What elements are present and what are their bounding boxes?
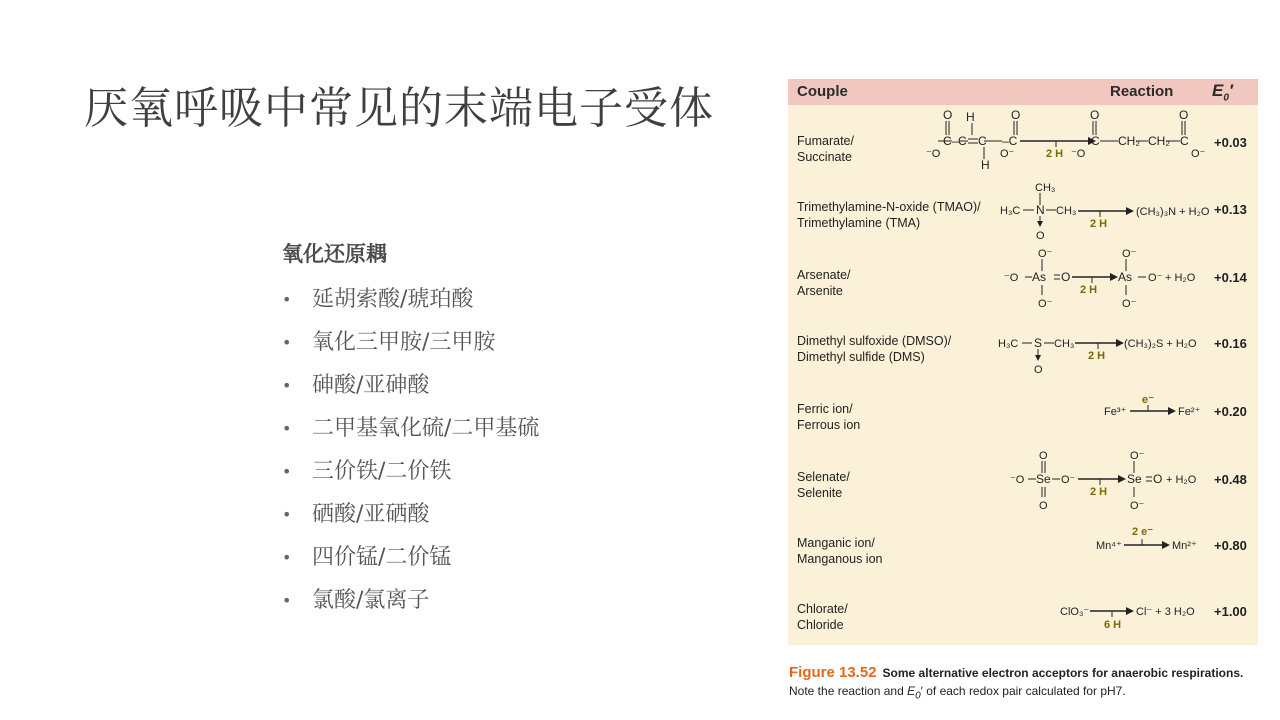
svg-text:O⁻: O⁻: [1000, 148, 1015, 160]
fumarate-reaction-structure: [788, 105, 1258, 171]
product: Cl⁻ + 3 H₂O: [1136, 606, 1195, 618]
arrow-label: 6 H: [1104, 619, 1122, 631]
list-item-text: 硒酸/亚硒酸: [312, 502, 430, 527]
dmso-reaction-structure: [788, 313, 1258, 379]
reactant: Mn⁴⁺: [1096, 540, 1122, 552]
couple-name: Selenate/ Selenite: [797, 470, 850, 500]
svg-text:⁻O: ⁻O: [1071, 148, 1086, 160]
svg-text:CH₂: CH₂: [1148, 134, 1170, 148]
svg-text:H: H: [966, 110, 975, 124]
list-item-text: 氧化三甲胺/三甲胺: [312, 330, 496, 355]
table-row: [788, 579, 1258, 645]
column-header-couple: Couple: [797, 83, 848, 100]
list-heading: 氧化还原耦: [282, 242, 387, 266]
bullet-icon: •: [282, 290, 292, 309]
svg-text:As: As: [1118, 270, 1133, 284]
couple-name: Manganic ion/ Manganous ion: [797, 536, 883, 566]
e0-value: +0.13: [1214, 202, 1247, 217]
list-item: [282, 321, 722, 364]
product: Mn²⁺: [1172, 540, 1197, 552]
list-item: [282, 450, 722, 493]
redox-couple-list: [282, 278, 722, 622]
figure-number: Figure 13.52: [789, 664, 877, 681]
svg-text:As: As: [1032, 270, 1047, 284]
svg-text:⁻O: ⁻O: [1004, 272, 1019, 284]
list-item-text: 四价锰/二价锰: [312, 545, 452, 570]
list-item-text: 砷酸/亚砷酸: [312, 373, 430, 398]
svg-text:O: O: [1090, 108, 1100, 122]
svg-text:O⁻: O⁻: [1130, 500, 1145, 512]
svg-text:O⁻: O⁻: [1061, 474, 1076, 486]
figure-caption: [789, 664, 1259, 705]
e0-value: +0.14: [1214, 270, 1247, 285]
svg-text:O: O: [1061, 270, 1071, 284]
arrow-label: e⁻: [1142, 394, 1154, 406]
svg-text:H: H: [981, 158, 990, 172]
table-row: [788, 513, 1258, 579]
svg-text:O⁻: O⁻: [1122, 248, 1137, 260]
arrow-label: 2 H: [1088, 350, 1106, 362]
svg-text:O⁻: O⁻: [1130, 450, 1145, 462]
tmao-product: (CH₃)₃N + H₂O: [1136, 206, 1210, 218]
svg-text:Se: Se: [1036, 472, 1051, 486]
svg-text:N: N: [1036, 203, 1045, 217]
arrow-label: 2 H: [1080, 284, 1098, 296]
list-item-text: 氯酸/氯离子: [312, 588, 430, 613]
bullet-icon: •: [282, 419, 292, 438]
svg-text:O: O: [1179, 108, 1189, 122]
bullet-icon: •: [282, 591, 292, 610]
e0-value: +0.80: [1214, 538, 1247, 553]
figure-table-header: [788, 79, 1258, 105]
table-row: [788, 175, 1258, 241]
slide-title: 厌氧呼吸中常见的末端电子受体: [84, 83, 714, 134]
water-product: + H₂O: [1165, 272, 1196, 284]
svg-text:C: C: [978, 134, 987, 148]
couple-name: Fumarate/ Succinate: [797, 134, 854, 164]
caption-text-a: Note the reaction and: [789, 684, 908, 698]
column-header-reaction: Reaction: [1110, 83, 1174, 100]
textbook-figure: [788, 79, 1258, 645]
svg-text:O⁻: O⁻: [1038, 298, 1053, 310]
svg-text:C: C: [1180, 134, 1189, 148]
table-row: [788, 381, 1258, 447]
couple-name: Chlorate/ Chloride: [797, 602, 848, 632]
list-item: [282, 364, 722, 407]
reactant: Fe³⁺: [1104, 406, 1127, 418]
water-product: + H₂O: [1166, 474, 1197, 486]
svg-text:H₃C: H₃C: [998, 338, 1019, 350]
svg-text:C: C: [943, 134, 952, 148]
svg-text:O: O: [943, 108, 953, 122]
caption-bold-text: Some alternative electron acceptors for anaerobic respirations.: [882, 666, 1244, 680]
list-item: [282, 407, 722, 450]
reactant: ClO₃⁻: [1060, 606, 1090, 618]
svg-text:Se: Se: [1127, 472, 1142, 486]
e0-value: +0.20: [1214, 404, 1247, 419]
svg-text:CH₂: CH₂: [1118, 134, 1140, 148]
list-item: [282, 493, 722, 536]
table-row: [788, 105, 1258, 171]
bullet-icon: •: [282, 376, 292, 395]
column-header-e0: $E_0'$: [1212, 81, 1233, 104]
svg-text:–: –: [952, 134, 959, 148]
iron-reaction-structure: [788, 381, 1258, 447]
svg-text:C: C: [1091, 134, 1100, 148]
svg-text:O: O: [1039, 500, 1048, 512]
list-item-text: 三价铁/二价铁: [312, 459, 452, 484]
list-item: [282, 536, 722, 579]
list-item: [282, 579, 722, 622]
svg-text:H₃C: H₃C: [1000, 205, 1021, 217]
svg-text:C: C: [958, 134, 967, 148]
svg-text:⁻O: ⁻O: [1010, 474, 1025, 486]
svg-text:CH₃: CH₃: [1056, 205, 1077, 217]
caption-e0: $E_0$: [907, 684, 921, 702]
caption-text-b: ′ of each redox pair calculated for pH7.: [920, 684, 1126, 698]
list-item-text: 延胡索酸/琥珀酸: [312, 287, 474, 312]
arrow-label: 2 H: [1046, 148, 1064, 160]
selenate-reaction-structure: [788, 447, 1258, 513]
couple-name: Arsenate/ Arsenite: [797, 268, 851, 298]
list-item-text: 二甲基氧化硫/二甲基硫: [312, 416, 540, 441]
e0-value: +0.48: [1214, 472, 1247, 487]
list-item: [282, 278, 722, 321]
bullet-icon: •: [282, 505, 292, 524]
table-row: [788, 447, 1258, 513]
manganese-reaction-structure: [788, 513, 1258, 579]
tmao-reaction-structure: [788, 175, 1258, 241]
arsenate-reaction-structure: [788, 245, 1258, 311]
svg-text:O: O: [1153, 472, 1163, 486]
svg-text:CH₃: CH₃: [1054, 338, 1075, 350]
chlorate-reaction-structure: [788, 579, 1258, 645]
svg-text:O⁻: O⁻: [1038, 248, 1053, 260]
svg-text:O⁻: O⁻: [1148, 272, 1163, 284]
table-row: [788, 313, 1258, 379]
e0-value: +0.16: [1214, 336, 1247, 351]
couple-name: Ferric ion/ Ferrous ion: [797, 402, 861, 432]
svg-text:O: O: [1039, 450, 1048, 462]
svg-text:O⁻: O⁻: [1122, 298, 1137, 310]
svg-text:S: S: [1034, 336, 1043, 350]
arrow-label: 2 e⁻: [1132, 526, 1154, 538]
svg-text:CH₃: CH₃: [1035, 182, 1056, 194]
svg-text:–C: –C: [1002, 134, 1018, 148]
svg-text:O: O: [1036, 230, 1045, 242]
bullet-list-panel: [282, 236, 722, 622]
arrow-label: 2 H: [1090, 486, 1108, 498]
arrow-label: 2 H: [1090, 218, 1108, 230]
svg-text:O⁻: O⁻: [1191, 148, 1206, 160]
table-row: [788, 245, 1258, 311]
svg-text:O: O: [1011, 108, 1021, 122]
dmso-product: (CH₃)₂S + H₂O: [1124, 338, 1197, 350]
couple-name: Trimethylamine-N-oxide (TMAO)/ Trimethylamine (TMA): [797, 200, 981, 230]
product: Fe²⁺: [1178, 406, 1201, 418]
couple-name: Dimethyl sulfoxide (DMSO)/ Dimethyl sulfide (DMS): [797, 334, 952, 364]
e0-value: +1.00: [1214, 604, 1247, 619]
svg-text:O: O: [1034, 364, 1043, 376]
bullet-icon: •: [282, 462, 292, 481]
e0-value: +0.03: [1214, 135, 1247, 150]
bullet-icon: •: [282, 333, 292, 352]
svg-text:⁻O: ⁻O: [926, 148, 941, 160]
bullet-icon: •: [282, 548, 292, 567]
